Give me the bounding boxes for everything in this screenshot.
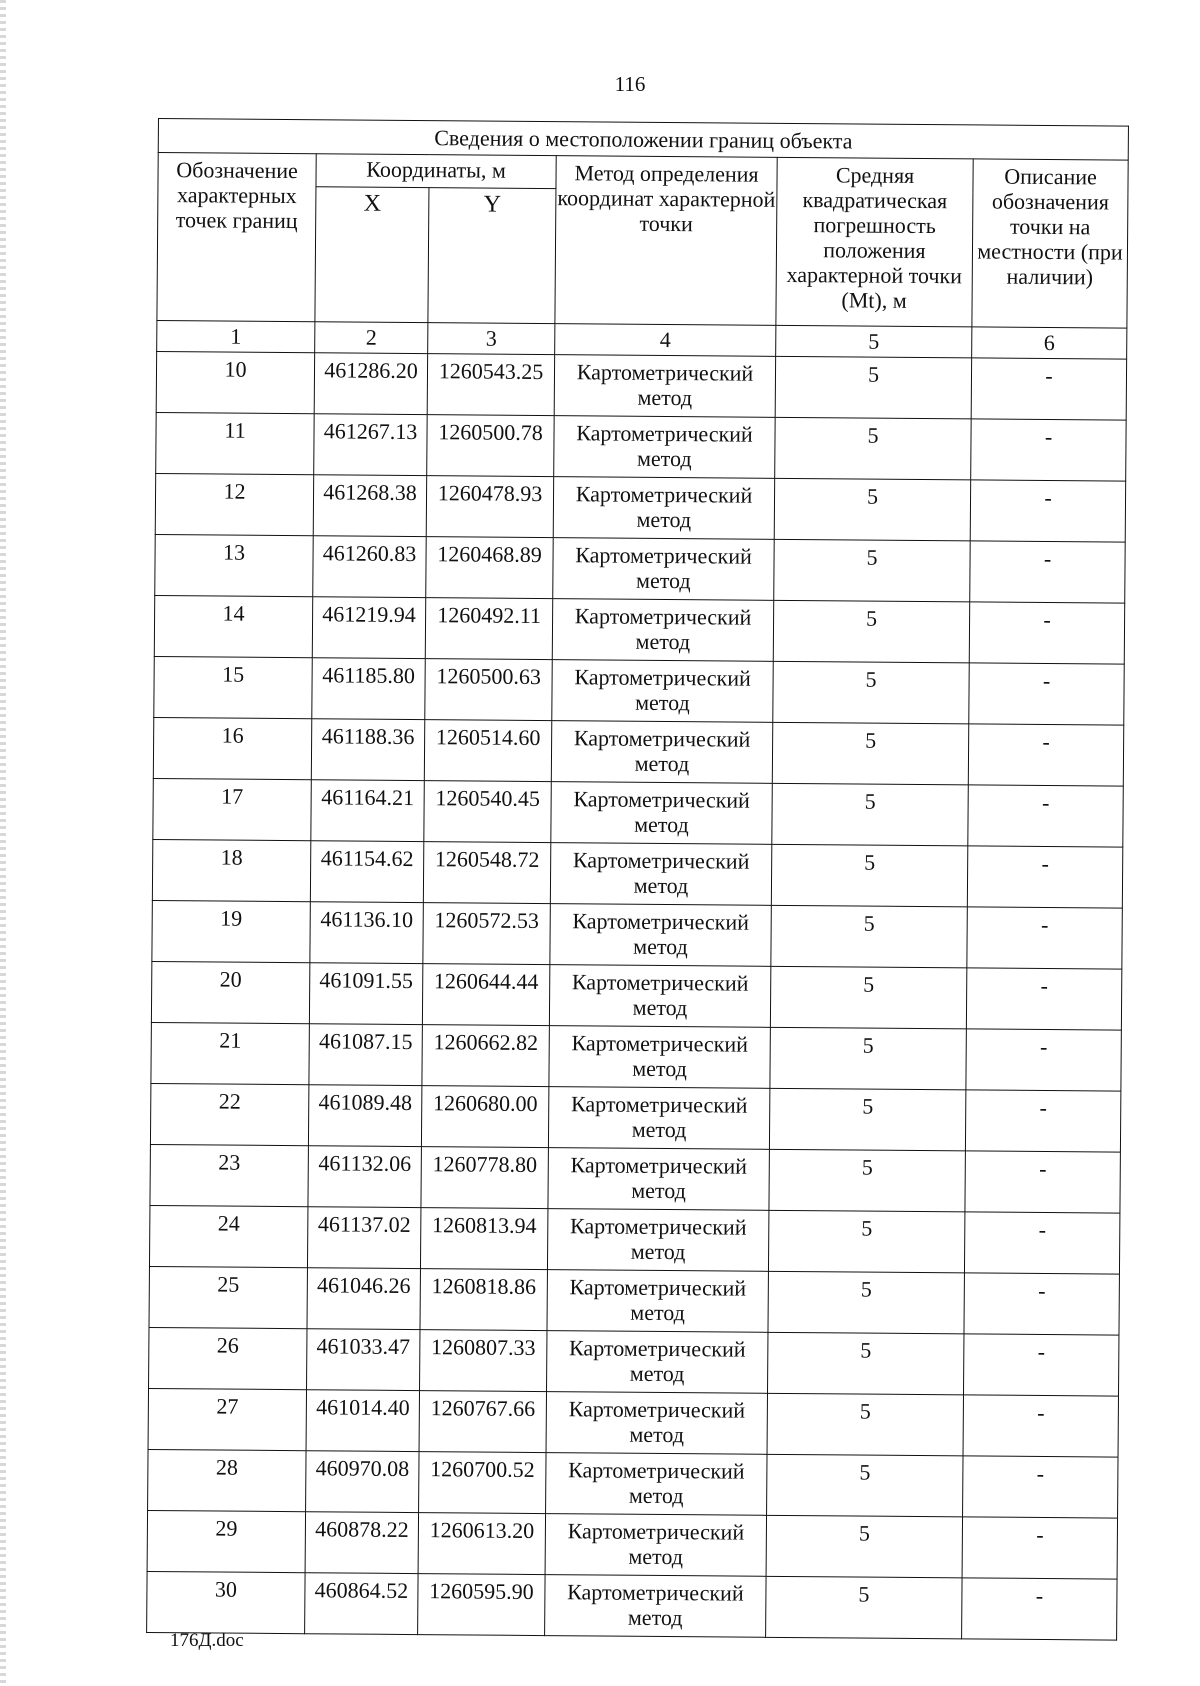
table-row [156, 351, 1127, 420]
point-designation-cell: 25 [149, 1266, 307, 1328]
header-row [158, 153, 1128, 194]
coordinate-x-cell: 461137.02 [307, 1207, 420, 1269]
mean-square-error-cell: 5 [768, 1210, 964, 1273]
table-row [151, 1022, 1122, 1091]
coordinate-y-cell: 1260778.80 [421, 1147, 548, 1209]
document-filename: 176Д.doc [170, 1630, 244, 1651]
point-designation-cell: 20 [151, 961, 309, 1023]
point-description-cell: - [963, 1456, 1119, 1518]
page-number: 116 [614, 72, 646, 96]
method-cell: Картометрический метод [549, 965, 770, 1028]
mean-square-error-cell: 5 [769, 1149, 965, 1212]
header-method: Метод определения координат характерной точки [555, 156, 777, 326]
point-description-cell: - [970, 541, 1126, 603]
point-designation-cell: 16 [153, 717, 311, 779]
coordinate-x-cell: 461260.83 [313, 536, 426, 598]
point-designation-cell: 10 [156, 351, 314, 413]
header-y: Y [428, 188, 556, 324]
coordinate-y-cell: 1260500.78 [427, 415, 554, 477]
point-description-cell: - [969, 602, 1125, 664]
coordinate-y-cell: 1260644.44 [422, 964, 549, 1026]
table-row [153, 717, 1124, 786]
mean-square-error-cell: 5 [774, 478, 970, 541]
mean-square-error-cell: 5 [775, 356, 971, 419]
coordinate-y-cell: 1260595.90 [418, 1574, 545, 1636]
table-row [156, 412, 1127, 481]
method-cell: Картометрический метод [547, 1209, 768, 1272]
method-cell: Картометрический метод [546, 1392, 767, 1455]
method-cell: Картометрический метод [553, 477, 774, 540]
mean-square-error-cell: 5 [772, 783, 968, 846]
coordinate-y-cell: 1260548.72 [423, 842, 550, 904]
coordinate-y-cell: 1260543.25 [427, 354, 554, 416]
coordinate-x-cell: 461219.94 [312, 597, 425, 659]
header-x: X [315, 187, 429, 323]
mean-square-error-cell: 5 [768, 1271, 964, 1334]
column-number: 5 [776, 325, 972, 358]
table-row [149, 1205, 1120, 1274]
point-designation-cell: 11 [156, 412, 314, 474]
coordinate-y-cell: 1260662.82 [422, 1025, 549, 1087]
coordinate-y-cell: 1260767.66 [419, 1391, 546, 1453]
method-cell: Картометрический метод [551, 721, 772, 784]
header-point-designation: Обозначение характерных точек границ [157, 153, 316, 322]
coordinate-y-cell: 1260807.33 [420, 1330, 547, 1392]
mean-square-error-cell: 5 [767, 1393, 963, 1456]
coordinate-y-cell: 1260500.63 [425, 659, 552, 721]
mean-square-error-cell: 5 [772, 722, 968, 785]
point-designation-cell: 30 [147, 1571, 305, 1633]
method-cell: Картометрический метод [550, 843, 771, 906]
mean-square-error-cell: 5 [766, 1515, 962, 1578]
point-designation-cell: 14 [154, 595, 312, 657]
table-row [148, 1449, 1119, 1518]
point-description-cell: - [970, 480, 1126, 542]
coordinate-x-cell: 461046.26 [307, 1268, 420, 1330]
column-number: 2 [315, 322, 428, 354]
point-description-cell: - [963, 1395, 1119, 1457]
method-cell: Картометрический метод [554, 416, 775, 479]
table-row [154, 656, 1125, 725]
method-cell: Картометрический метод [546, 1453, 767, 1516]
scan-edge [0, 0, 6, 1686]
table-row [151, 961, 1122, 1030]
table-row [149, 1327, 1120, 1396]
point-designation-cell: 17 [153, 778, 311, 840]
coordinate-y-cell: 1260613.20 [418, 1513, 545, 1575]
coordinate-x-cell: 460864.52 [305, 1573, 418, 1635]
method-cell: Картометрический метод [549, 1026, 770, 1089]
coordinate-x-cell: 461164.21 [311, 780, 424, 842]
point-description-cell: - [966, 968, 1122, 1030]
coordinate-y-cell: 1260813.94 [420, 1208, 547, 1270]
coordinate-y-cell: 1260478.93 [426, 476, 553, 538]
method-cell: Картометрический метод [547, 1331, 768, 1394]
method-cell: Картометрический метод [545, 1575, 766, 1638]
coordinate-x-cell: 461132.06 [308, 1146, 421, 1208]
column-number: 3 [428, 323, 555, 355]
table-row [148, 1388, 1119, 1457]
column-number: 1 [157, 320, 315, 352]
coordinate-x-cell: 461033.47 [307, 1329, 420, 1391]
table-row [152, 839, 1123, 908]
point-description-cell: - [969, 663, 1125, 725]
mean-square-error-cell: 5 [775, 417, 971, 480]
mean-square-error-cell: 5 [767, 1454, 963, 1517]
point-designation-cell: 23 [150, 1144, 308, 1206]
method-cell: Картометрический метод [548, 1148, 769, 1211]
header-mean-square-error: Средняя квадратическая погрешность положения характерной точки (Mt), м [776, 157, 973, 327]
table-row [153, 778, 1124, 847]
mean-square-error-cell: 5 [770, 1027, 966, 1090]
coordinate-x-cell: 461267.13 [314, 414, 427, 476]
mean-square-error-cell: 5 [771, 844, 967, 907]
table-row [150, 1083, 1121, 1152]
point-description-cell: - [963, 1334, 1119, 1396]
coordinate-x-cell: 461136.10 [310, 902, 423, 964]
header-point-description: Описание обозначения точки на местности (при наличии) [972, 159, 1128, 328]
mean-square-error-cell: 5 [766, 1576, 962, 1639]
point-designation-cell: 27 [148, 1388, 306, 1450]
point-description-cell: - [964, 1212, 1120, 1274]
coordinate-x-cell: 461188.36 [311, 719, 424, 781]
table-row [147, 1571, 1118, 1640]
coordinate-y-cell: 1260492.11 [425, 598, 552, 660]
coordinate-y-cell: 1260680.00 [421, 1086, 548, 1148]
coordinate-y-cell: 1260540.45 [424, 781, 551, 843]
method-cell: Картометрический метод [547, 1270, 768, 1333]
coordinate-x-cell: 461154.62 [310, 841, 423, 903]
method-cell: Картометрический метод [552, 660, 773, 723]
mean-square-error-cell: 5 [773, 661, 969, 724]
table-row [155, 534, 1126, 603]
mean-square-error-cell: 5 [769, 1088, 965, 1151]
coordinate-x-cell: 461091.55 [309, 963, 422, 1025]
point-designation-cell: 19 [152, 900, 310, 962]
table-row [154, 595, 1125, 664]
point-designation-cell: 21 [151, 1022, 309, 1084]
point-description-cell: - [968, 785, 1124, 847]
coordinate-y-cell: 1260818.86 [420, 1269, 547, 1331]
boundary-table-wrapper [146, 118, 1129, 1641]
point-description-cell: - [967, 907, 1123, 969]
method-cell: Картометрический метод [545, 1514, 766, 1577]
point-designation-cell: 22 [150, 1083, 308, 1145]
point-designation-cell: 26 [149, 1327, 307, 1389]
coordinate-y-cell: 1260572.53 [423, 903, 550, 965]
coordinate-x-cell: 460970.08 [306, 1451, 419, 1513]
table-row [147, 1510, 1118, 1579]
mean-square-error-cell: 5 [768, 1332, 964, 1395]
coordinate-y-cell: 1260700.52 [419, 1452, 546, 1514]
point-designation-cell: 18 [152, 839, 310, 901]
column-number: 6 [972, 327, 1127, 359]
coordinate-x-cell: 461089.48 [308, 1085, 421, 1147]
point-description-cell: - [962, 1517, 1118, 1579]
point-description-cell: - [964, 1273, 1120, 1335]
coordinate-x-cell: 460878.22 [305, 1512, 418, 1574]
coordinate-x-cell: 461087.15 [309, 1024, 422, 1086]
point-designation-cell: 29 [147, 1510, 305, 1572]
point-description-cell: - [965, 1151, 1121, 1213]
table-title: Сведения о местоположении границ объекта [158, 119, 1128, 161]
coordinate-y-cell: 1260468.89 [426, 537, 553, 599]
coordinate-x-cell: 461014.40 [306, 1390, 419, 1452]
table-row [150, 1144, 1121, 1213]
mean-square-error-cell: 5 [770, 966, 966, 1029]
method-cell: Картометрический метод [551, 782, 772, 845]
table-row [152, 900, 1123, 969]
method-cell: Картометрический метод [554, 355, 775, 418]
method-cell: Картометрический метод [552, 599, 773, 662]
mean-square-error-cell: 5 [773, 600, 969, 663]
point-designation-cell: 15 [154, 656, 312, 718]
method-cell: Картометрический метод [553, 538, 774, 601]
table-row [155, 473, 1126, 542]
coordinate-x-cell: 461286.20 [314, 353, 427, 415]
point-designation-cell: 12 [155, 473, 313, 535]
mean-square-error-cell: 5 [774, 539, 970, 602]
point-description-cell: - [971, 419, 1127, 481]
point-description-cell: - [965, 1090, 1121, 1152]
point-description-cell: - [971, 358, 1127, 420]
method-cell: Картометрический метод [550, 904, 771, 967]
point-description-cell: - [967, 846, 1123, 908]
header-coordinates: Координаты, м [316, 154, 556, 189]
column-number: 4 [555, 324, 776, 357]
coordinate-x-cell: 461185.80 [312, 658, 425, 720]
point-designation-cell: 13 [155, 534, 313, 596]
table-row [149, 1266, 1120, 1335]
coordinate-y-cell: 1260514.60 [424, 720, 551, 782]
point-description-cell: - [962, 1578, 1118, 1640]
boundary-coordinates-table [146, 118, 1129, 1641]
point-description-cell: - [966, 1029, 1122, 1091]
method-cell: Картометрический метод [548, 1087, 769, 1150]
table-body [147, 351, 1127, 1640]
mean-square-error-cell: 5 [771, 905, 967, 968]
point-designation-cell: 28 [148, 1449, 306, 1511]
point-designation-cell: 24 [149, 1205, 307, 1267]
coordinate-x-cell: 461268.38 [313, 475, 426, 537]
point-description-cell: - [968, 724, 1124, 786]
